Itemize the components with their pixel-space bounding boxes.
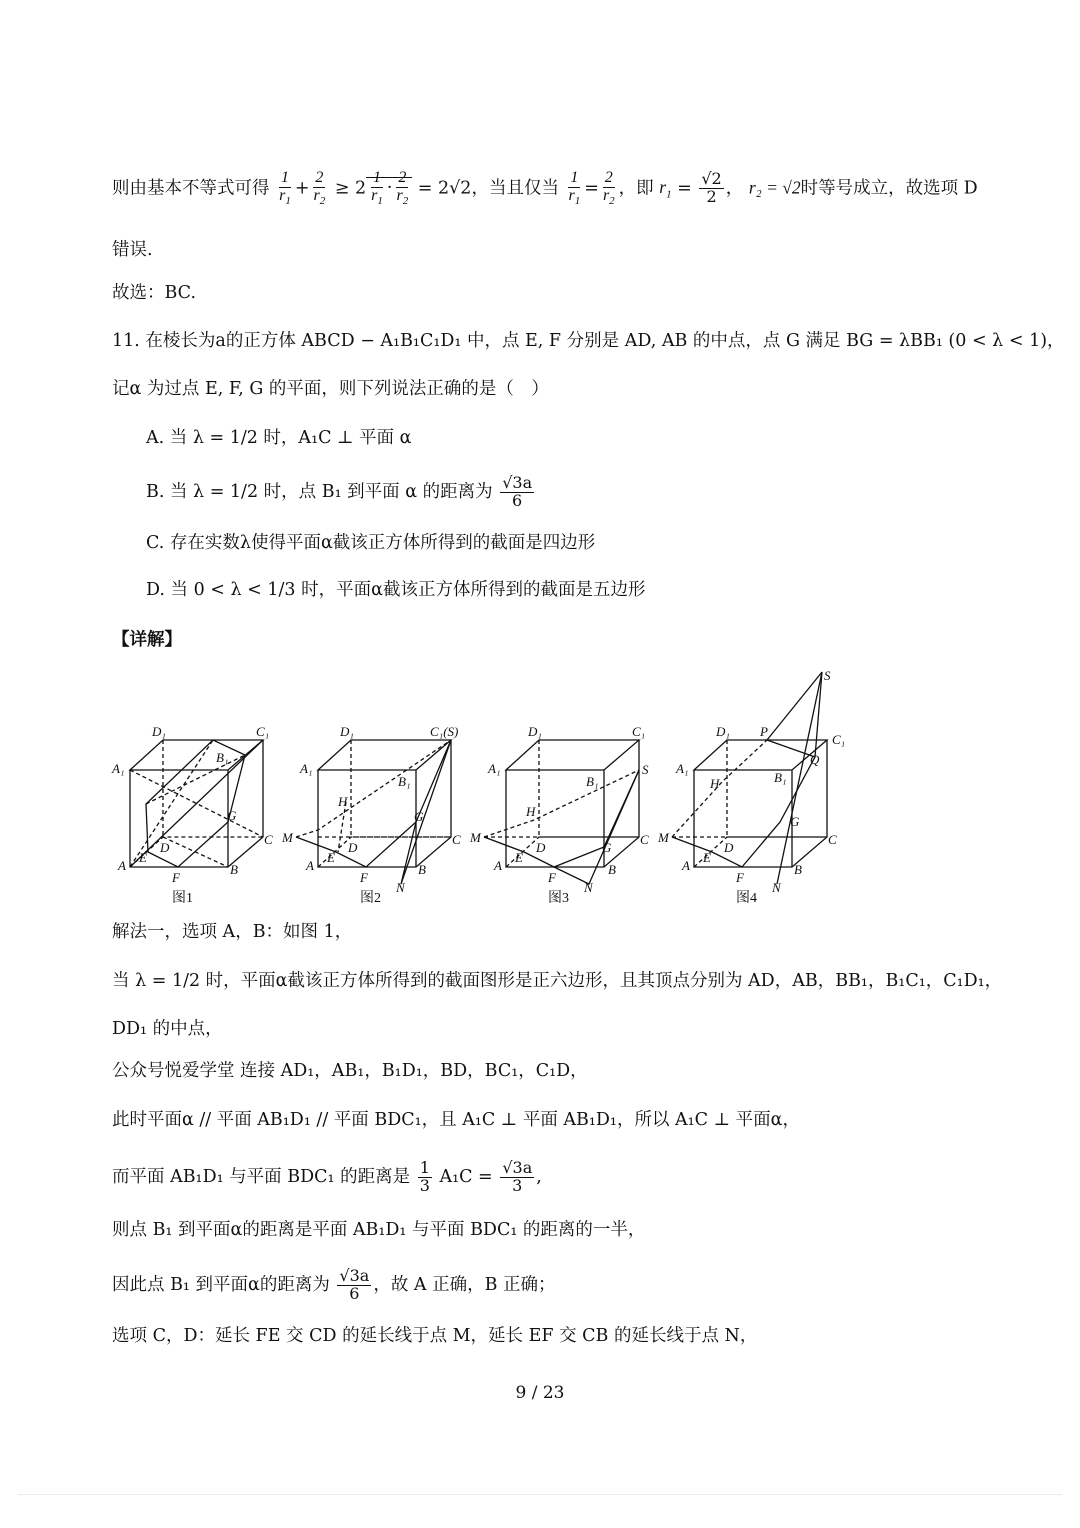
caption-fig1: 图1 — [172, 891, 193, 906]
label-g: G — [227, 808, 237, 823]
solution-distance-mid: A₁C = — [439, 1166, 493, 1187]
detail-label: 【详解】 — [112, 630, 182, 650]
fraction-sqrt2-over-2: $\frac{√2}{2}$ — [701, 169, 722, 207]
option-b-fraction — [500, 475, 534, 510]
line1-ji: ，即 — [618, 178, 654, 199]
figure-1 — [130, 740, 263, 867]
solution-midpoints: DD₁ 的中点， — [112, 1019, 223, 1039]
bottom-divider — [18, 1494, 1062, 1495]
label-a1: A₁ — [300, 761, 313, 776]
label-a: A — [306, 858, 314, 873]
caption-fig4: 图4 — [736, 891, 757, 906]
line1-r2: r₂ = √2 — [748, 177, 801, 198]
fraction-2-over-r2: $\frac{2}{r_2}$ — [313, 169, 326, 207]
label-c: C — [264, 832, 273, 847]
label-d1: D₁ — [340, 724, 354, 739]
label-c: C — [828, 832, 837, 847]
solution-options-cd: 选项 C，D：延长 FE 交 CD 的延长线于点 M，延长 EF 交 CB 的延长线于点 N， — [112, 1326, 758, 1346]
label-d: D — [724, 840, 734, 855]
solution-line-error: 错误. — [112, 240, 153, 260]
label-b1: B₁ — [398, 774, 411, 789]
fraction-2-over-r2-b: $\frac{2}{r_2}$ — [602, 169, 615, 207]
label-p: P — [760, 724, 768, 739]
label-d1: D₁ — [528, 724, 542, 739]
fraction-sqrt3a-over-3 — [500, 1160, 534, 1195]
option-c: C. 存在实数λ使得平面α截该正方体所得到的截面是四边形 — [146, 533, 596, 553]
label-d: D — [160, 840, 170, 855]
label-q: Q — [810, 752, 820, 767]
label-g: G — [414, 809, 424, 824]
label-b: B — [230, 862, 238, 877]
option-b-num: √3a — [502, 473, 533, 492]
label-d1: D₁ — [152, 724, 166, 739]
label-g: G — [602, 840, 612, 855]
label-c: C — [640, 832, 649, 847]
label-e: E — [139, 850, 147, 865]
option-a: A. 当 λ = 1/2 时，A₁C ⊥ 平面 α — [146, 428, 412, 448]
label-e: E — [515, 850, 523, 865]
label-f: F — [172, 870, 180, 885]
solution-distance-pre: 而平面 AB₁D₁ 与平面 BDC₁ 的距离是 — [112, 1166, 411, 1187]
solution-conclusion-pre: 因此点 B₁ 到平面α的距离为 — [112, 1274, 330, 1295]
solution-line-inequality: 则由基本不等式可得 $\frac{1}{r_1}$ + $\frac{2}{r_2}$ ≥ 2 $\frac{1}{r_1}$ · $\frac{2}{r_2}$ = 2√2，当且仅当 $\frac{1}{r_1}$ = $\frac{2}{r_2}$ ，即 $r_1$ = $\frac{√2}{2}$ ， r₂ = √2时等号成立，故选项 D — [112, 169, 978, 207]
label-s: S — [824, 668, 831, 683]
caption-fig3: 图3 — [548, 891, 569, 906]
fraction-num: √3a — [502, 1158, 533, 1177]
label-a1: A₁ — [112, 761, 125, 776]
solution-conclusion-post: ，故 A 正确，B 正确； — [373, 1274, 556, 1295]
label-a1: A₁ — [488, 761, 501, 776]
option-b-text: B. 当 λ = 1/2 时，点 B₁ 到平面 α 的距离为 — [146, 481, 493, 502]
option-d: D. 当 0 < λ < 1/3 时，平面α截该正方体所得到的截面是五边形 — [146, 580, 646, 600]
label-b: B — [418, 862, 426, 877]
label-b1: B₁ — [586, 774, 599, 789]
label-m: M — [282, 830, 293, 845]
label-f: F — [548, 870, 556, 885]
solution-distance: 而平面 AB₁D₁ 与平面 BDC₁ 的距离是 $\frac{1}{3}$ A₁C = $\frac{√3a}{3}$ , — [112, 1158, 542, 1195]
line1-ineq: ≥ 2 — [334, 178, 367, 199]
solution-half: 则点 B₁ 到平面α的距离是平面 AB₁D₁ 与平面 BDC₁ 的距离的一半， — [112, 1220, 646, 1240]
fraction-sqrt3a-over-6 — [337, 1268, 371, 1303]
label-e: E — [327, 850, 335, 865]
figure-2 — [296, 740, 451, 884]
label-b1: B₁ — [774, 770, 787, 785]
solution-connect: 公众号悦爱学堂 连接 AD₁，AB₁，B₁D₁，BD，BC₁，C₁D， — [112, 1061, 588, 1081]
line1-suffix: 时等号成立，故选项 D — [800, 178, 978, 199]
sqrt-product: $\frac{1}{r_1}$ · $\frac{2}{r_2}$ — [366, 177, 412, 198]
fraction-num: √3a — [339, 1266, 370, 1285]
label-c1: C₁ — [256, 724, 270, 739]
caption-fig2: 图2 — [360, 891, 381, 906]
label-c: C — [452, 832, 461, 847]
fraction-1-over-r1-b: $\frac{1}{r_1}$ — [568, 169, 581, 207]
label-n: N — [584, 880, 593, 895]
answer-line: 故选：BC. — [112, 283, 197, 303]
solution-method-1: 解法一，选项 A，B：如图 1， — [112, 922, 353, 942]
label-c1: C₁ — [832, 732, 846, 747]
line1-prefix: 则由基本不等式可得 — [112, 178, 270, 199]
label-a: A — [494, 858, 502, 873]
label-f: F — [360, 870, 368, 885]
label-f: F — [736, 870, 744, 885]
label-c1s: C₁(S) — [430, 724, 459, 739]
label-n: N — [396, 880, 405, 895]
label-e: E — [703, 850, 711, 865]
label-a1: A₁ — [676, 761, 689, 776]
fraction-den: 6 — [349, 1283, 360, 1303]
solution-hexagon: 当 λ = 1/2 时，平面α截该正方体所得到的截面图形是正六边形，且其顶点分别为 AD，AB，BB₁，B₁C₁，C₁D₁， — [112, 971, 1003, 991]
page-number: 9 / 23 — [515, 1383, 565, 1403]
figure-4 — [672, 672, 827, 884]
label-h: H — [710, 776, 720, 791]
label-d: D — [348, 840, 358, 855]
solution-conclusion-ab — [112, 1268, 556, 1303]
label-b1: B₁ — [216, 750, 229, 765]
question-11-stem: 11. 在棱长为a的正方体 ABCD − A₁B₁C₁D₁ 中，点 E, F 分别是 AD, AB 的中点，点 G 满足 BG = λBB₁ (0 < λ < 1)， — [112, 331, 1065, 351]
label-s: S — [642, 762, 649, 777]
label-a: A — [118, 858, 126, 873]
label-m: M — [658, 830, 669, 845]
label-n: N — [772, 880, 781, 895]
label-c1: C₁ — [632, 724, 646, 739]
question-11-stem-2: 记α 为过点 E, F, G 的平面，则下列说法正确的是（ ） — [112, 379, 549, 399]
label-d1: D₁ — [716, 724, 730, 739]
label-b: B — [608, 862, 616, 877]
label-a: A — [682, 858, 690, 873]
option-b-den: 6 — [512, 490, 523, 510]
solution-parallel: 此时平面α // 平面 AB₁D₁ // 平面 BDC₁，且 A₁C ⊥ 平面 AB₁D₁，所以 A₁C ⊥ 平面α， — [112, 1110, 800, 1130]
fraction-den: 3 — [512, 1175, 523, 1195]
label-g: G — [790, 814, 800, 829]
label-h: H — [526, 804, 536, 819]
fraction-one-third: $\frac{1}{3}$ — [419, 1158, 430, 1195]
label-d: D — [536, 840, 546, 855]
label-m: M — [470, 830, 481, 845]
label-h: H — [338, 794, 348, 809]
option-b — [146, 475, 536, 510]
fraction-1-over-r1: $\frac{1}{r_1}$ — [279, 169, 291, 207]
cube-figures — [108, 662, 868, 912]
label-b: B — [794, 862, 802, 877]
line1-eq-val: = 2√2 — [417, 178, 472, 199]
line1-mid: ，当且仅当 — [471, 178, 559, 199]
